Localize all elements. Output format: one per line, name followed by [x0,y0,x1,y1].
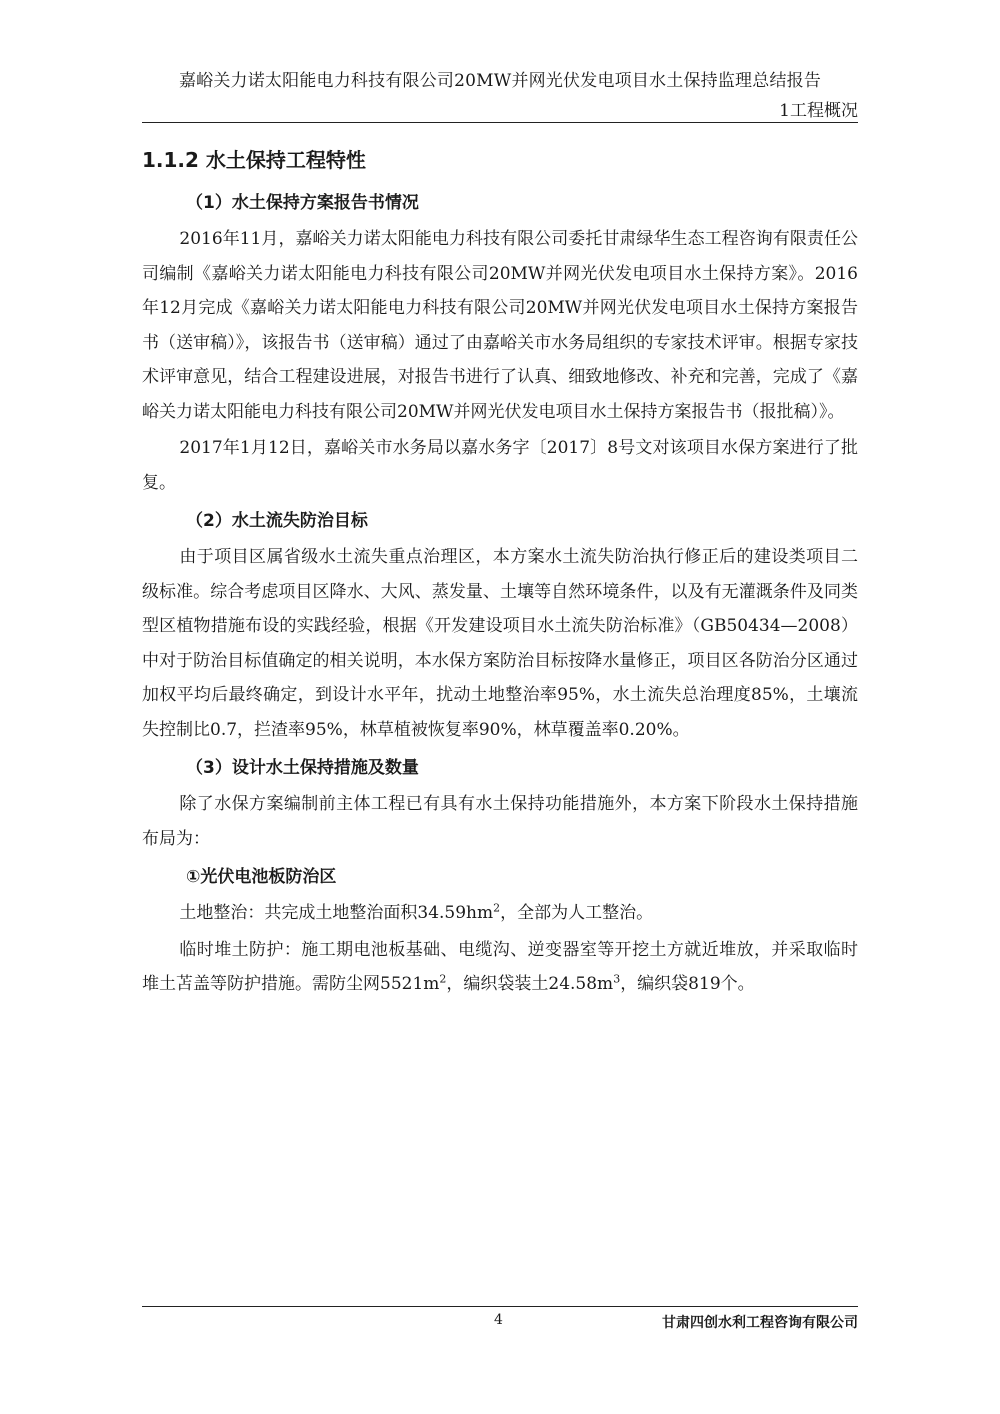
subheading-pv-panel-zone: ①光伏电池板防治区 [186,867,337,887]
temp-protection-text: 临时堆土防护：施工期电池板基础、电缆沟、逆变器室等开挖土方就近堆放，并采取临时堆土苫盖等防护措施。需防尘网5521m [142,939,858,994]
land-consolidation-text-end: ，全部为人工整治。 [500,903,654,923]
page-number: 4 [494,1312,503,1328]
land-consolidation-text: 土地整治：共完成土地整治面积34.59hm [179,903,494,923]
running-header-section: 1工程概况 [779,101,858,121]
temp-protection-text-end: ，编织袋819个。 [620,974,755,994]
paragraph-measures-layout: 除了水保方案编制前主体工程已有具有水土保持功能措施外，本方案下阶段水土保持措施布局为： [142,794,858,849]
unit-superscript: 2 [493,901,501,915]
temp-protection-text-mid: ，编织袋装土24.58m [446,974,614,994]
paragraph-temporary-protection [142,933,858,1002]
footer-divider [142,1306,858,1307]
paragraph-approval: 2017年1月12日，嘉峪关市水务局以嘉水务字〔2017〕8号文对该项目水保方案进行了批复。 [142,438,858,493]
subheading-design-measures: （3）设计水土保持措施及数量 [186,758,419,778]
unit-superscript: 3 [613,972,621,986]
unit-superscript: 2 [439,972,447,986]
footer-company: 甘肃四创水利工程咨询有限公司 [662,1315,858,1331]
subheading-prevention-targets: （2）水土流失防治目标 [186,511,368,531]
paragraph-plan-history: 2016年11月，嘉峪关力诺太阳能电力科技有限公司委托甘肃绿华生态工程咨询有限责任公司编制《嘉峪关力诺太阳能电力科技有限公司20MW并网光伏发电项目水土保持方案》。2016年12月完成《嘉峪关力诺太阳能电力科技有限公司20MW并网光伏发电项目水土保持方案报告书（送审稿）》，该报告书（送审稿）通过了由嘉峪关市水务局组织的专家技术评审。根据专家技术评审意见，结合工程建设进展，对报告书进行了认真、细致地修改、补充和完善，完成了《嘉峪关力诺太阳能电力科技有限公司20MW并网光伏发电项目水土保持方案报告书（报批稿）》。 [142,229,858,422]
page-body [142,140,858,1004]
section-heading: 1.1.2 水土保持工程特性 [142,148,366,172]
paragraph-prevention-targets: 由于项目区属省级水土流失重点治理区，本方案水土流失防治执行修正后的建设类项目二级标准。综合考虑项目区降水、大风、蒸发量、土壤等自然环境条件，以及有无灌溉条件及同类型区植物措施布设的实践经验，根据《开发建设项目水土流失防治标准》（GB50434—2008）中对于防治目标值确定的相关说明，本水保方案防治目标按降水量修正，项目区各防治分区通过加权平均后最终确定，到设计水平年，扰动土地整治率95%，水土流失总治理度85%，土壤流失控制比0.7，拦渣率95%，林草植被恢复率90%，林草覆盖率0.20%。 [142,547,858,740]
subheading-plan-report: （1）水土保持方案报告书情况 [186,193,419,213]
running-header-title: 嘉峪关力诺太阳能电力科技有限公司20MW并网光伏发电项目水土保持监理总结报告 [178,71,822,91]
header-divider [142,122,858,123]
paragraph-land-consolidation [142,896,858,931]
